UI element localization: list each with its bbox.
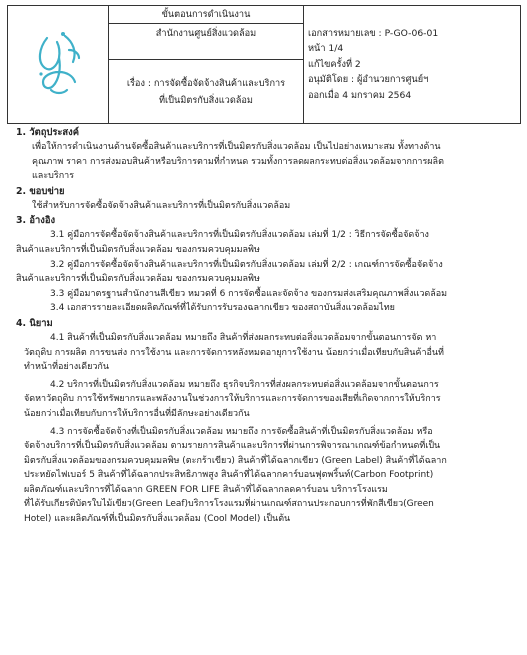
document-info-cell (304, 6, 521, 124)
text-line: ผลิตภัณฑ์และบริการที่ได้ฉลาก GREEN FOR LIFE สินค้าที่ได้ฉลากลดคาร์บอน บริการโรงแรม (24, 484, 388, 495)
subject-cell (109, 60, 304, 124)
document-number: เอกสารหมายเลข : P-GO-06-01 (308, 27, 439, 39)
definition-4-3: 4.3 การจัดซื้อจัดจ้างที่เป็นมิตรกับสิ่งแวดล้อม หมายถึง การจัดซื้อสินค้าที่เป็นมิตรกับสิ่งแวดล้อม หรือ (50, 426, 433, 437)
text-line: ประหยัดไฟเบอร์ 5 สินค้าที่ได้ฉลากประสิทธิภาพสูง สินค้าที่ได้ฉลากคาร์บอนฟุตพริ้นท์(Carbon Footprint) (24, 470, 434, 481)
document-body (16, 126, 516, 527)
text-line: สินค้าและบริการที่เป็นมิตรกับสิ่งแวดล้อม ของกรมควบคุมมลพิษ (16, 244, 260, 255)
text-line: จัดหาวัตถุดิบ การใช้ทรัพยากรและพลังงานในช่วงการให้บริการและการจัดการของเสียที่เกิดจากการให้บริการ (24, 394, 441, 405)
text-line: จัดจ้างบริการที่เป็นมิตรกับสิ่งแวดล้อม ตามรายการสินค้าและบริการที่ผ่านการพิจารณาเกณฑ์ข้อกำหนดที่เป็น (24, 441, 441, 452)
section-objective-title: 1. วัตถุประสงค์ (16, 127, 79, 138)
office-name: สำนักงานศูนย์สิ่งแวดล้อม (155, 28, 257, 39)
reference-3-3: 3.3 คู่มือมาตรฐานสำนักงานสีเขียว หมวดที่ 6 การจัดซื้อและจัดจ้าง ของกรมส่งเสริมคุณภาพสิ่งแวดล้อม (50, 288, 448, 299)
reference-3-1: 3.1 คู่มือการจัดซื้อจัดจ้างสินค้าและบริการที่เป็นมิตรกับสิ่งแวดล้อม เล่มที่ 1/2 : วิธีการจัดซื้อจัดจ้าง (50, 230, 429, 241)
text-line: น้อยกว่าเมื่อเทียบกับการให้บริการอื่นที่มีลักษะอย่างเดียวกัน (24, 408, 250, 419)
text-line: เพื่อให้การดำเนินงานด้านจัดซื้อสินค้าและบริการที่เป็นมิตรกับสิ่งแวดล้อม เป็นไปอย่างเหมาะสม ทั้งทางด้าน (32, 142, 441, 152)
section-objective-text (16, 140, 516, 184)
text-line: สินค้าและบริการที่เป็นมิตรกับสิ่งแวดล้อม ของกรมควบคุมมลพิษ (16, 274, 260, 285)
organization-logo-icon (29, 28, 87, 98)
section-references-title: 3. อ้างอิง (16, 215, 56, 227)
issued-date: ออกเมื่อ 4 มกราคม 2564 (308, 89, 412, 101)
reference-3-4: 3.4 เอกสารรายละเอียดผลิตภัณฑ์ที่ได้รับการรับรองฉลากเขียว ของสถาบันสิ่งแวดล้อมไทย (50, 303, 395, 314)
subject-line-1: เรื่อง : การจัดซื้อจัดจ้างสินค้าและบริการ (126, 77, 286, 89)
approved-by: อนุมัติโดย : ผู้อำนวยการศูนย์ฯ (308, 74, 429, 86)
page-number: หน้า 1/4 (308, 43, 344, 55)
section-references-text (16, 228, 516, 316)
section-definitions-text (16, 331, 516, 527)
document-header-table (7, 5, 521, 124)
procedure-label: ขั้นตอนการดำเนินงาน (161, 9, 251, 20)
text-line: มิตรกับสิ่งแวดล้อมของกรมควบคุมมลพิษ (ตะกร้าเขียว) สินค้าที่ได้ฉลากเขียว (Green Label) สินค้าที่ได้ฉลาก (24, 455, 447, 466)
text-line: ทำหน้าที่อย่างเดียวกัน (24, 362, 110, 373)
definition-4-2: 4.2 บริการที่เป็นมิตรกับสิ่งแวดล้อม หมายถึง ธุรกิจบริการที่ส่งผลกระทบต่อสิ่งแวดล้อมจากขั้นตอนการ (50, 379, 439, 390)
text-line: ที่ได้รับเกียรติบัตรใบไม้เขียว(Green Leaf)บริการโรงแรมที่ผ่านเกณฑ์สถานประกอบการที่พักสีเขียว(Green (24, 499, 434, 510)
office-cell (109, 24, 304, 60)
section-scope-text (16, 199, 516, 214)
revision-number: แก้ไขครั้งที่ 2 (308, 58, 361, 70)
procedure-cell (109, 6, 304, 24)
section-definitions-title: 4. นิยาม (16, 317, 53, 329)
text-line: ใช้สำหรับการจัดซื้อจัดจ้างสินค้าและบริการที่เป็นมิตรกับสิ่งแวดล้อม (32, 200, 291, 211)
definition-4-1: 4.1 สินค้าที่เป็นมิตรกับสิ่งแวดล้อม หมายถึง สินค้าที่ส่งผลกระทบต่อสิ่งแวดล้อมจากขั้นตอนการจัด หา (50, 332, 437, 343)
logo-cell (8, 6, 109, 124)
text-line: วัตถุดิบ การผลิต การขนส่ง การใช้งาน และการจัดการหลังหมดอายุการใช้งาน น้อยกว่าเมื่อเทียบกับสินค้าอื่นที่ (24, 347, 444, 358)
section-scope-title: 2. ขอบข่าย (16, 185, 65, 197)
text-line: คุณภาพ ราคา การส่งมอบสินค้าหรือบริการตามที่กำหนด รวมทั้งการลดผลกระทบต่อสิ่งแวดล้อมจากการผลิต (32, 156, 444, 167)
text-line: Hotel) และผลิตภัณฑ์ที่เป็นมิตรกับสิ่งแวดล้อม (Cool Model) เป็นต้น (24, 514, 291, 525)
subject-line-2: ที่เป็นมิตรกับสิ่งแวดล้อม (158, 94, 253, 106)
text-line: และบริการ (32, 171, 75, 182)
reference-3-2: 3.2 คู่มือการจัดซื้อจัดจ้างสินค้าและบริการที่เป็นมิตรกับสิ่งแวดล้อม เล่มที่ 2/2 : เกณฑ์การจัดซื้อจัดจ้าง (50, 259, 443, 270)
